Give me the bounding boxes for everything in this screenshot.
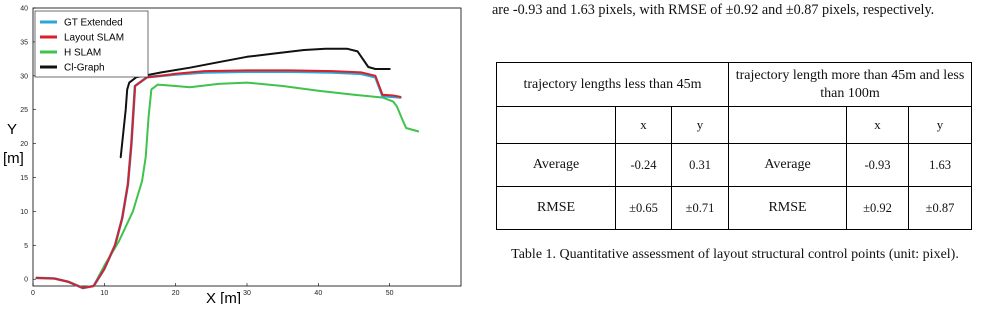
table-cell-empty xyxy=(729,107,847,144)
table-header-group-1: trajectory lengths less than 45m xyxy=(497,63,729,107)
legend-label-gt-extended: GT Extended xyxy=(64,17,123,29)
y-tick-label: 15 xyxy=(20,175,28,183)
text-column xyxy=(492,0,978,304)
intro-text: are -0.93 and 1.63 pixels, with RMSE of ±0.92 and ±0.87 pixels, respectively. xyxy=(492,2,935,18)
x-tick-label: 50 xyxy=(385,290,394,297)
x-tick-label: 10 xyxy=(100,290,109,297)
results-table xyxy=(496,62,972,230)
table-cell: -0.24 xyxy=(616,144,672,187)
table-header-x: x xyxy=(616,107,672,144)
y-tick-label: 10 xyxy=(20,208,28,216)
legend-label-h-slam: H SLAM xyxy=(64,47,102,59)
row-label-rmse: RMSE xyxy=(497,187,616,230)
table-row-average xyxy=(497,144,972,187)
table-header-y: y xyxy=(672,107,729,144)
table-cell: ±0.71 xyxy=(672,187,729,230)
table-cell-empty xyxy=(497,107,616,144)
y-tick-label: 25 xyxy=(20,107,28,115)
x-tick-label: 20 xyxy=(171,290,180,297)
table-header-row xyxy=(497,63,972,107)
x-tick-label: 0 xyxy=(31,290,35,297)
y-tick-label: 40 xyxy=(20,5,28,13)
y-axis-label: Y xyxy=(7,121,18,138)
legend xyxy=(35,11,148,77)
y-tick-label: 35 xyxy=(20,39,28,47)
row-label-average: Average xyxy=(729,144,847,187)
x-tick-label: 30 xyxy=(243,290,251,297)
y-tick-label: 30 xyxy=(20,73,28,81)
x-tick-label: 40 xyxy=(314,290,323,297)
table-cell: ±0.65 xyxy=(616,187,672,230)
table-cell: 1.63 xyxy=(909,144,972,187)
table-subheader-row xyxy=(497,107,972,144)
table-cell: -0.93 xyxy=(847,144,909,187)
legend-label-cl-graph: Cl-Graph xyxy=(64,62,105,74)
row-label-rmse: RMSE xyxy=(729,187,847,230)
table-header-y: y xyxy=(909,107,972,144)
table-caption: Table 1. Quantitative assessment of layout structural control points (unit: pixel). xyxy=(511,247,959,262)
table-header-group-2: trajectory length more than 45m and less than 100m xyxy=(729,63,972,107)
table-cell: 0.31 xyxy=(672,144,729,187)
y-tick-label: 0 xyxy=(24,276,28,284)
table-cell: ±0.87 xyxy=(909,187,972,230)
legend-label-layout-slam: Layout SLAM xyxy=(64,32,125,44)
trajectory-chart xyxy=(0,0,475,304)
table-row-rmse xyxy=(497,187,972,230)
y-axis-unit: [m] xyxy=(3,150,24,167)
y-tick-label: 20 xyxy=(20,141,28,149)
trajectory-figure xyxy=(0,0,475,304)
x-axis-label: X [m] xyxy=(206,290,242,304)
body-paragraph xyxy=(492,0,978,21)
table-cell: ±0.92 xyxy=(847,187,909,230)
row-label-average: Average xyxy=(497,144,616,187)
table-header-x: x xyxy=(847,107,909,144)
y-tick-label: 5 xyxy=(24,242,28,250)
